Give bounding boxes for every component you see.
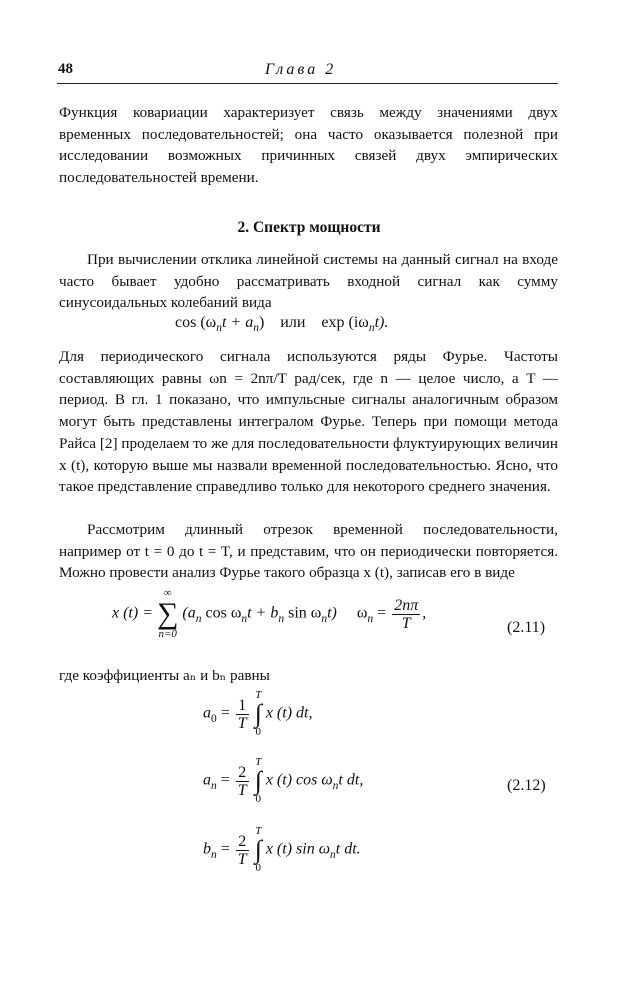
equation-an: $a_n$ = $\frac{2}{T}$ T ∫ 0 x (t) $\cos \omega_nt$ dt,: [203, 756, 364, 805]
integral-operator: T ∫ 0: [254, 756, 262, 805]
equation-bn: $b_n$ = $\frac{2}{T}$ T ∫ 0 x (t) $\sin \omega_nt$ dt.: [203, 825, 361, 874]
header-rule: [57, 83, 558, 84]
integral-operator: T ∫ 0: [254, 689, 262, 738]
paragraph-2: Для периодического сигнала используются ряды Фурье. Частоты составляющих равны ωn = 2nπ/T рад/сек, где n — целое число, а T — период. В гл. 1 показано, что импульсные сигналы аналогичным образом могут быть представлены интегралом Фурье. Теперь при помощи метода Райса [2] проделаем то же для последовательности флуктуирующих величин x (t), которую выше мы назвали временной последовательностью. Ясно, что такое представление справедливо только для некоторого среднего значения.: [59, 348, 558, 496]
integral-operator: T ∫ 0: [254, 825, 262, 874]
equation-number-2-12: (2.12): [507, 777, 546, 794]
paragraph-3: Рассмотрим длинный отрезок временной последовательности, например от t = 0 до t = T, и представим, что он периодически повторяется. Можно провести анализ Фурье такого образца x (t), записав его в виде: [59, 521, 558, 582]
sum-operator: ∞ ∑ n=0: [157, 587, 179, 640]
formula-cos-exp: $\cos (\omega_nt + a_n)$ или $\exp (i\omega_nt)$.: [175, 314, 389, 335]
fraction-2npi-over-t: $\frac{2n\pi}{T}$: [394, 596, 419, 632]
paragraph-4: где коэффициенты aₙ и bₙ равны: [59, 667, 270, 684]
equation-number-2-11: (2.11): [507, 619, 546, 636]
intro-paragraph: Функция ковариации характеризует связь между значениями двух временных последовательностей; она часто оказывается полезной при исследовании возможных причинных связей двух эмпирических последовательностей времени.: [59, 104, 558, 187]
equation-2-11: x (t) = ∞ ∑ n=0 ($a_n$ $\cos \omega_nt + b_n$ $\sin \omega_nt$) $\omega_n$ = $\frac{2n\pi}{T}$ ,: [112, 587, 427, 640]
equation-a0: $a_0$ = $\frac{1}{T}$ T ∫ 0 x (t) dt,: [203, 689, 313, 738]
running-head: Глава 2: [265, 61, 337, 78]
page-number: 48: [58, 61, 73, 77]
section-title: 2. Спектр мощности: [237, 219, 381, 236]
paragraph-1: При вычислении отклика линейной системы на данный сигнал на входе часто бывает удобно рассматривать входной сигнал как сумму синусоидальных колебаний вида: [59, 251, 558, 312]
